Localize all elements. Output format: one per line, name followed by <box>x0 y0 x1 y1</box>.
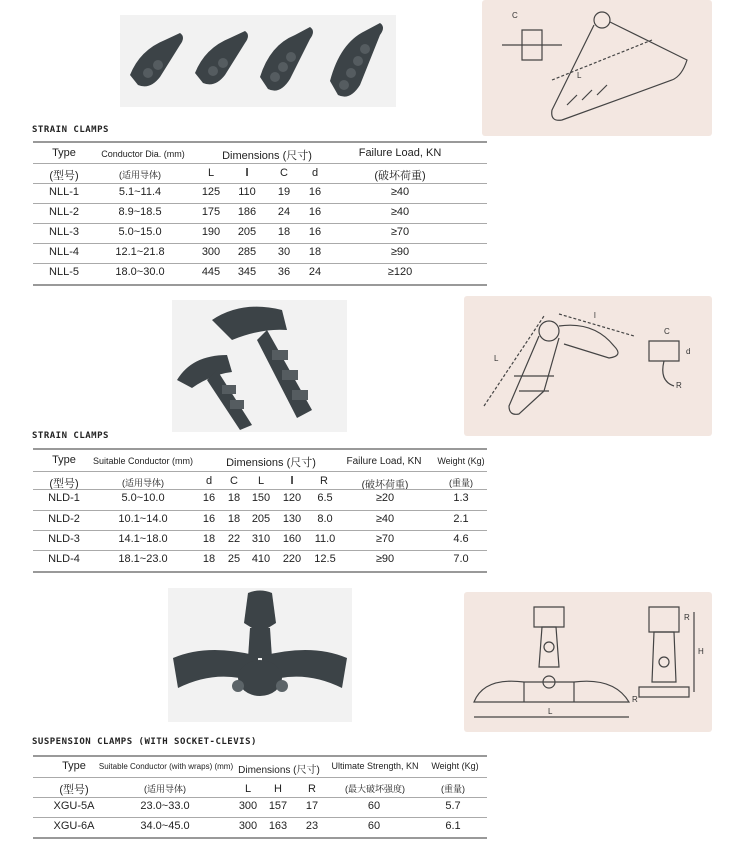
row-conductor: 14.1~18.0 <box>118 533 168 545</box>
row-dim: 205 <box>237 226 257 238</box>
drawing1-label-l: L <box>577 71 582 80</box>
col-conductor: Conductor Dia. (mm) <box>101 149 185 159</box>
drawing1-label-c: C <box>512 11 518 20</box>
xgu-clamp-photo <box>168 588 352 722</box>
row-dim: 18 <box>202 533 216 545</box>
row-dim: 25 <box>227 553 241 565</box>
col-failure-cn: (破坏荷重) <box>374 170 426 182</box>
row-type: NLD-1 <box>48 492 80 504</box>
col-type: Type <box>62 760 86 772</box>
dim-col-l: L <box>244 783 252 795</box>
row-dim: 190 <box>201 226 221 238</box>
col-weight-cn: (重量) <box>449 478 473 488</box>
row-dim: 24 <box>308 266 322 278</box>
row-failure: 60 <box>367 800 381 812</box>
drawing2-label-r: R <box>676 381 682 390</box>
row-dim: 220 <box>282 553 302 565</box>
row-dim: 300 <box>201 246 221 258</box>
nll-clamp-drawing <box>482 0 712 136</box>
col-type-cn: (型号) <box>49 170 79 182</box>
col-conductor-cn: (适用导体) <box>144 784 186 794</box>
col-dimensions: Dimensions (尺寸) <box>238 765 320 776</box>
dim-col-l-upper: L <box>207 167 215 179</box>
col-conductor-cn: (适用导体) <box>119 170 161 180</box>
row-failure: ≥90 <box>375 553 395 565</box>
row-dim: 125 <box>201 186 221 198</box>
col-weight: Weight (Kg) <box>437 456 485 466</box>
col-failure: Failure Load, KN <box>346 456 422 467</box>
row-dim: 16 <box>308 186 322 198</box>
drawing2-label-c: C <box>664 327 670 336</box>
dim-col-r: R <box>308 783 316 795</box>
row-failure: ≥70 <box>390 226 410 238</box>
row-failure: ≥120 <box>387 266 413 278</box>
col-type-cn: (型号) <box>49 478 79 490</box>
row-dim: 345 <box>237 266 257 278</box>
xgu-clamp-drawing <box>464 592 712 732</box>
row-weight: 6.1 <box>445 820 461 832</box>
row-dim: 16 <box>308 206 322 218</box>
dim-col-l-lower: l <box>245 167 249 179</box>
row-dim: 23 <box>305 820 319 832</box>
row-dim: 175 <box>201 206 221 218</box>
col-type: Type <box>52 454 76 466</box>
row-dim: 157 <box>268 800 288 812</box>
row-weight: 7.0 <box>453 553 469 565</box>
row-conductor: 10.1~14.0 <box>118 513 168 525</box>
row-dim: 30 <box>277 246 291 258</box>
col-conductor: Suitable Conductor (mm) <box>92 456 194 466</box>
drawing3-label-r-top: R <box>684 613 690 622</box>
row-conductor: 18.0~30.0 <box>115 266 165 278</box>
row-dim: 285 <box>237 246 257 258</box>
row-conductor: 5.0~10.0 <box>121 492 165 504</box>
nld-clamp-drawing <box>464 296 712 436</box>
row-dim: 22 <box>227 533 241 545</box>
col-type-cn: (型号) <box>59 784 89 796</box>
col-dimensions: Dimensions (尺寸) <box>226 457 316 469</box>
col-failure-cn: (破坏荷重) <box>361 480 409 491</box>
row-dim: 110 <box>238 186 256 198</box>
row-dim: 24 <box>277 206 291 218</box>
row-weight: 1.3 <box>453 492 469 504</box>
nll-clamps-photo <box>120 15 396 107</box>
row-dim: 300 <box>238 820 258 832</box>
row-conductor: 5.0~15.0 <box>118 226 162 238</box>
dim-col-h: H <box>274 783 282 795</box>
col-failure-cn: (最大破坏强度) <box>345 784 405 794</box>
col-weight-cn: (重量) <box>441 784 465 794</box>
row-failure: ≥40 <box>390 206 410 218</box>
row-failure: ≥90 <box>390 246 410 258</box>
row-dim: 18 <box>202 553 216 565</box>
dim-col-l-upper: L <box>257 475 265 487</box>
col-dimensions: Dimensions (尺寸) <box>222 150 312 162</box>
drawing3-label-h: H <box>698 647 704 656</box>
section2-title: STRAIN CLAMPS <box>32 431 109 441</box>
row-type: NLD-4 <box>48 553 80 565</box>
row-type: NLL-3 <box>49 226 79 238</box>
col-failure: Ultimate Strength, KN <box>331 761 419 771</box>
drawing2-label-l: L <box>494 354 499 363</box>
col-weight: Weight (Kg) <box>431 761 479 771</box>
row-dim: 150 <box>251 492 271 504</box>
col-type: Type <box>52 147 76 159</box>
row-dim: 19 <box>277 186 291 198</box>
drawing3-label-r-bottom: R <box>632 695 638 704</box>
row-type: NLL-4 <box>49 246 79 258</box>
row-conductor: 34.0~45.0 <box>140 820 190 832</box>
row-type: NLL-5 <box>49 266 79 278</box>
row-dim: 18 <box>308 246 322 258</box>
row-type: XGU-6A <box>53 820 95 832</box>
row-dim: 16 <box>202 492 216 504</box>
row-type: NLL-1 <box>49 186 79 198</box>
row-dim: 310 <box>251 533 271 545</box>
row-dim: 6.5 <box>317 492 333 504</box>
row-conductor: 8.9~18.5 <box>118 206 162 218</box>
row-failure: 60 <box>367 820 381 832</box>
section1-title: STRAIN CLAMPS <box>32 125 109 135</box>
drawing2-label-l-small: l <box>594 311 596 320</box>
row-dim: 18 <box>227 492 241 504</box>
row-conductor: 12.1~21.8 <box>115 246 165 258</box>
row-conductor: 23.0~33.0 <box>140 800 190 812</box>
row-conductor: 18.1~23.0 <box>118 553 168 565</box>
row-type: NLL-2 <box>49 206 79 218</box>
row-dim: 160 <box>282 533 302 545</box>
row-dim: 186 <box>237 206 257 218</box>
row-dim: 16 <box>202 513 216 525</box>
row-dim: 300 <box>238 800 258 812</box>
row-dim: 18 <box>277 226 291 238</box>
col-failure: Failure Load, KN <box>358 147 442 159</box>
dim-col-d: d <box>205 475 213 487</box>
col-conductor: Suitable Conductor (with wraps) (mm) <box>98 762 234 771</box>
dim-col-c: C <box>280 167 288 179</box>
dim-col-d: d <box>311 167 319 179</box>
row-dim: 205 <box>251 513 271 525</box>
row-failure: ≥40 <box>375 513 395 525</box>
dim-col-l-lower: l <box>290 475 294 487</box>
row-dim: 8.0 <box>317 513 333 525</box>
row-weight: 4.6 <box>453 533 469 545</box>
nld-clamps-photo <box>172 300 347 432</box>
row-dim: 130 <box>282 513 302 525</box>
drawing3-label-l: L <box>548 707 553 716</box>
row-failure: ≥70 <box>375 533 395 545</box>
row-dim: 163 <box>268 820 288 832</box>
row-dim: 445 <box>201 266 221 278</box>
row-conductor: 5.1~11.4 <box>118 186 162 198</box>
row-dim: 12.5 <box>314 553 336 565</box>
dim-col-c: C <box>230 475 238 487</box>
row-weight: 5.7 <box>445 800 461 812</box>
row-dim: 410 <box>251 553 271 565</box>
row-failure: ≥40 <box>390 186 410 198</box>
row-weight: 2.1 <box>453 513 469 525</box>
dim-col-r: R <box>320 475 328 487</box>
row-dim: 120 <box>282 492 302 504</box>
row-type: NLD-3 <box>48 533 80 545</box>
row-dim: 16 <box>308 226 322 238</box>
row-type: XGU-5A <box>53 800 95 812</box>
row-dim: 11.0 <box>314 533 336 545</box>
drawing2-label-d: d <box>686 347 691 356</box>
col-conductor-cn: (适用导体) <box>122 478 164 488</box>
section3-title: SUSPENSION CLAMPS (WITH SOCKET-CLEVIS) <box>32 737 257 747</box>
row-dim: 36 <box>277 266 291 278</box>
row-failure: ≥20 <box>375 492 395 504</box>
row-dim: 17 <box>305 800 319 812</box>
row-type: NLD-2 <box>48 513 80 525</box>
row-dim: 18 <box>227 513 241 525</box>
